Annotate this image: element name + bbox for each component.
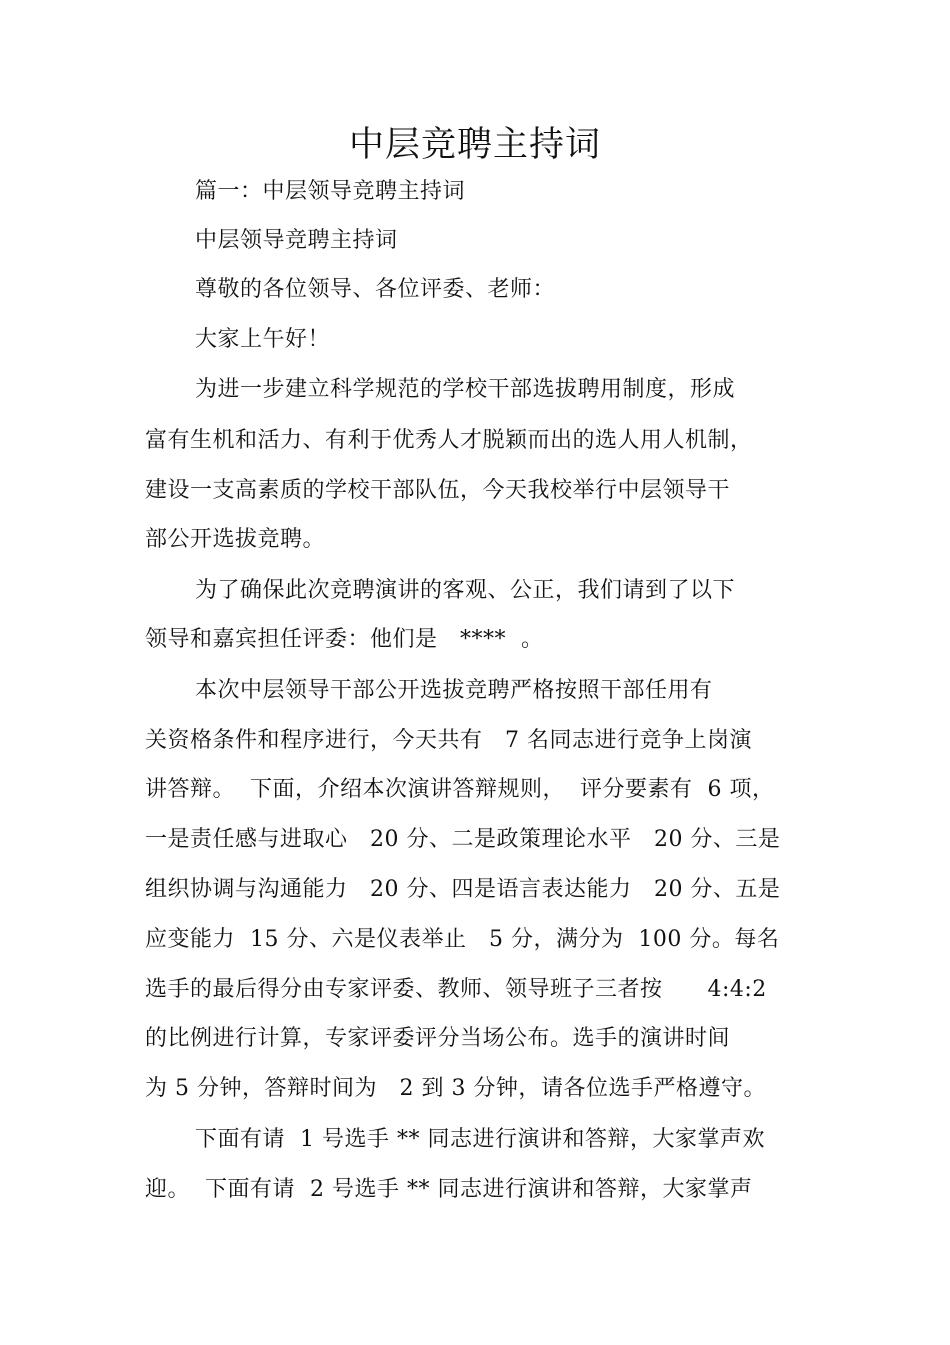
paragraph-line: 为进一步建立科学规范的学校干部选拔聘用制度，形成 [195, 377, 736, 402]
paragraph-line: 关资格条件和程序进行，今天共有 7 名同志进行竞争上岗演 [145, 728, 752, 753]
paragraph-line: 组织协调与沟通能力 20 分、四是语言表达能力 20 分、五是 [145, 877, 781, 902]
section-heading: 篇一：中层领导竞聘主持词 [195, 179, 466, 204]
salutation-line: 尊敬的各位领导、各位评委、老师： [195, 277, 556, 302]
paragraph-line: 的比例进行计算，专家评委评分当场公布。选手的演讲时间 [145, 1026, 731, 1051]
document-title: 中层竞聘主持词 [348, 125, 601, 165]
paragraph-line: 讲答辩。 下面，介绍本次演讲答辩规则， 评分要素有 6 项， [145, 777, 775, 802]
paragraph-line: 迎。 下面有请 2 号选手 ** 同志进行演讲和答辩，大家掌声 [145, 1177, 753, 1202]
paragraph-line: 本次中层领导干部公开选拔竞聘严格按照干部任用有 [195, 678, 713, 703]
subtitle-line: 中层领导竞聘主持词 [195, 228, 398, 253]
greeting-line: 大家上午好！ [195, 327, 331, 352]
paragraph-line: 应变能力 15 分、六是仪表举止 5 分，满分为 100 分。每名 [145, 927, 780, 952]
paragraph-line: 一是责任感与进取心 20 分、二是政策理论水平 20 分、三是 [145, 827, 781, 852]
paragraph-line: 下面有请 1 号选手 ** 同志进行演讲和答辩，大家掌声欢 [195, 1127, 765, 1152]
paragraph-line: 建设一支高素质的学校干部队伍，今天我校举行中层领导干 [145, 478, 731, 503]
paragraph-line: 选手的最后得分由专家评委、教师、领导班子三者按 4:4:2 [145, 977, 767, 1002]
paragraph-line: 为 5 分钟，答辩时间为 2 到 3 分钟，请各位选手严格遵守。 [145, 1076, 766, 1101]
paragraph-line: 部公开选拔竞聘。 [145, 527, 326, 552]
paragraph-line: 领导和嘉宾担任评委：他们是 **** 。 [145, 627, 544, 652]
paragraph-line: 为了确保此次竞聘演讲的客观、公正，我们请到了以下 [195, 578, 736, 603]
paragraph-line: 富有生机和活力、有利于优秀人才脱颖而出的选人用人机制， [145, 428, 753, 453]
